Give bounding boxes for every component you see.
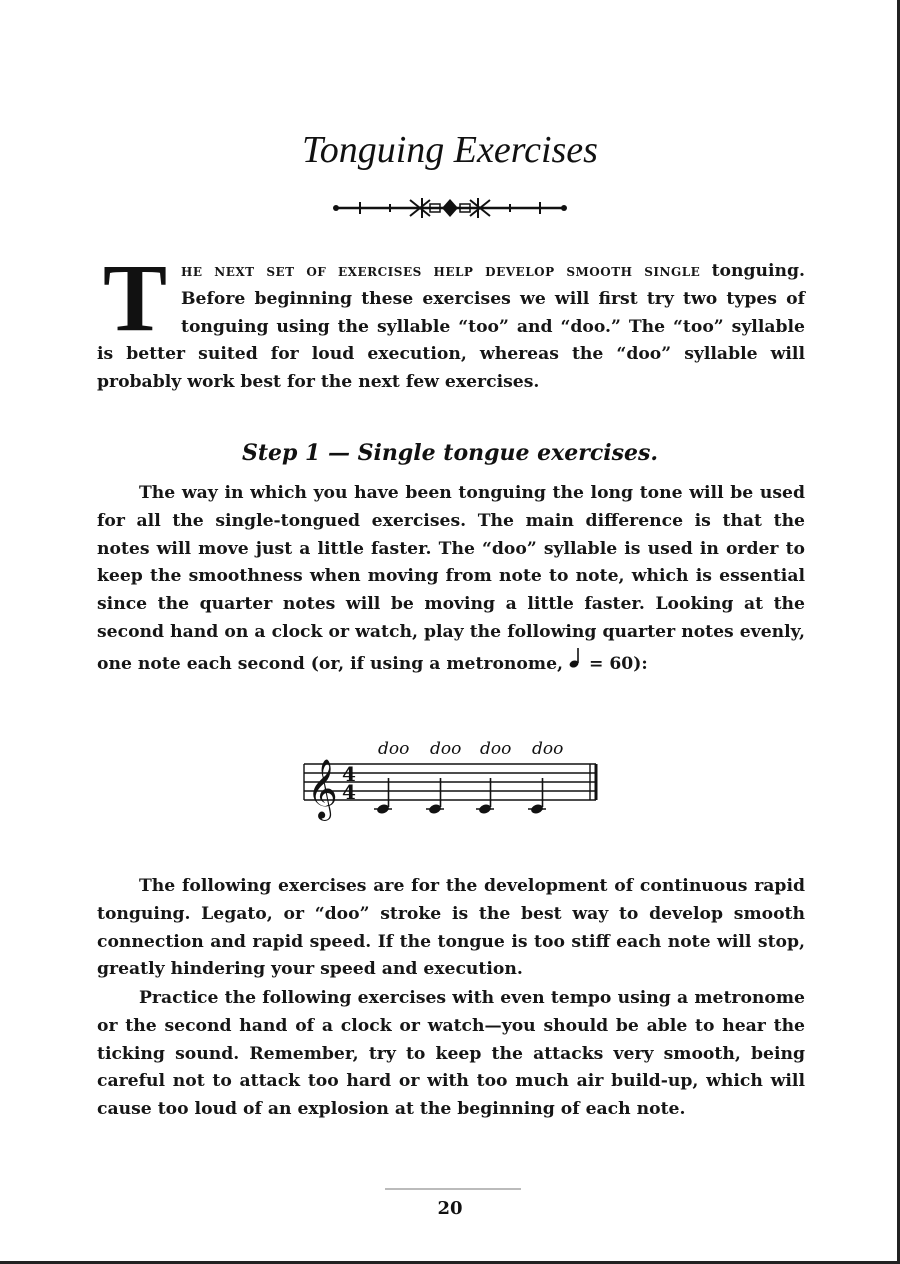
step1-paragraph — [97, 480, 805, 679]
drop-cap: T — [102, 244, 168, 351]
syllable-4: doo — [532, 739, 564, 759]
quarter-note-icon — [569, 647, 583, 669]
page-title: Tonguing Exercises — [302, 129, 598, 171]
practice-paragraph: Practice the following exercises with even tempo using a metronome or the second hand of a clock or watch—you should be able to hear the ticking sound. Remember, try to keep the attacks very smooth, being careful not to attack too hard or with too much air build-up, which will cause too loud of an explosion at the beginning of each note. — [97, 988, 805, 1120]
music-staff — [300, 728, 610, 828]
metronome-tempo-text: = 60): — [582, 653, 648, 674]
step-heading: Step 1 — Single tongue exercises. — [241, 440, 659, 466]
syllable-1: doo — [378, 739, 410, 759]
footer-rule — [385, 1188, 521, 1190]
treble-clef-icon: 𝄞 — [307, 759, 338, 819]
intro-rest-text: tonguing. Before beginning these exercises we will first try two types of tonguing using the syllable “too” and “doo.” The “too” syllable is better suited for loud execution, whereas the “doo” syllable will probably work best for the next few exercises. — [97, 261, 806, 393]
syllable-2: doo — [430, 739, 462, 759]
time-signature-top: 4 — [342, 762, 356, 786]
intro-lead-text: he next set of exercises help develop smooth single — [181, 261, 701, 281]
note-1 — [374, 778, 392, 815]
time-signature-bottom: 4 — [342, 780, 356, 804]
step1-main-text: The way in which you have been tonguing the long tone will be used for all the single-tongued exercises. The main difference is that the notes will move just a little faster. The “doo” syllable is used in order to keep the smoothness when moving from note to note, which is essential since the quarter notes will be moving a little faster. Looking at the second hand on a clock or watch, play the following quarter notes evenly, one note each second (or, if using a metronome, — [97, 483, 805, 674]
note-3 — [476, 778, 494, 815]
syllable-3: doo — [480, 739, 512, 759]
continuous-tonguing-paragraph: The following exercises are for the development of continuous rapid tonguing. Legato, or “doo” stroke is the best way to develop smooth connection and rapid speed. If the tongue is too stiff each note will stop, greatly hindering your speed and execution. — [97, 876, 805, 980]
page-number: 20 — [437, 1198, 463, 1219]
note-2 — [426, 778, 444, 815]
note-4 — [528, 778, 546, 815]
title-ornament — [330, 196, 570, 220]
intro-paragraph — [97, 244, 806, 397]
